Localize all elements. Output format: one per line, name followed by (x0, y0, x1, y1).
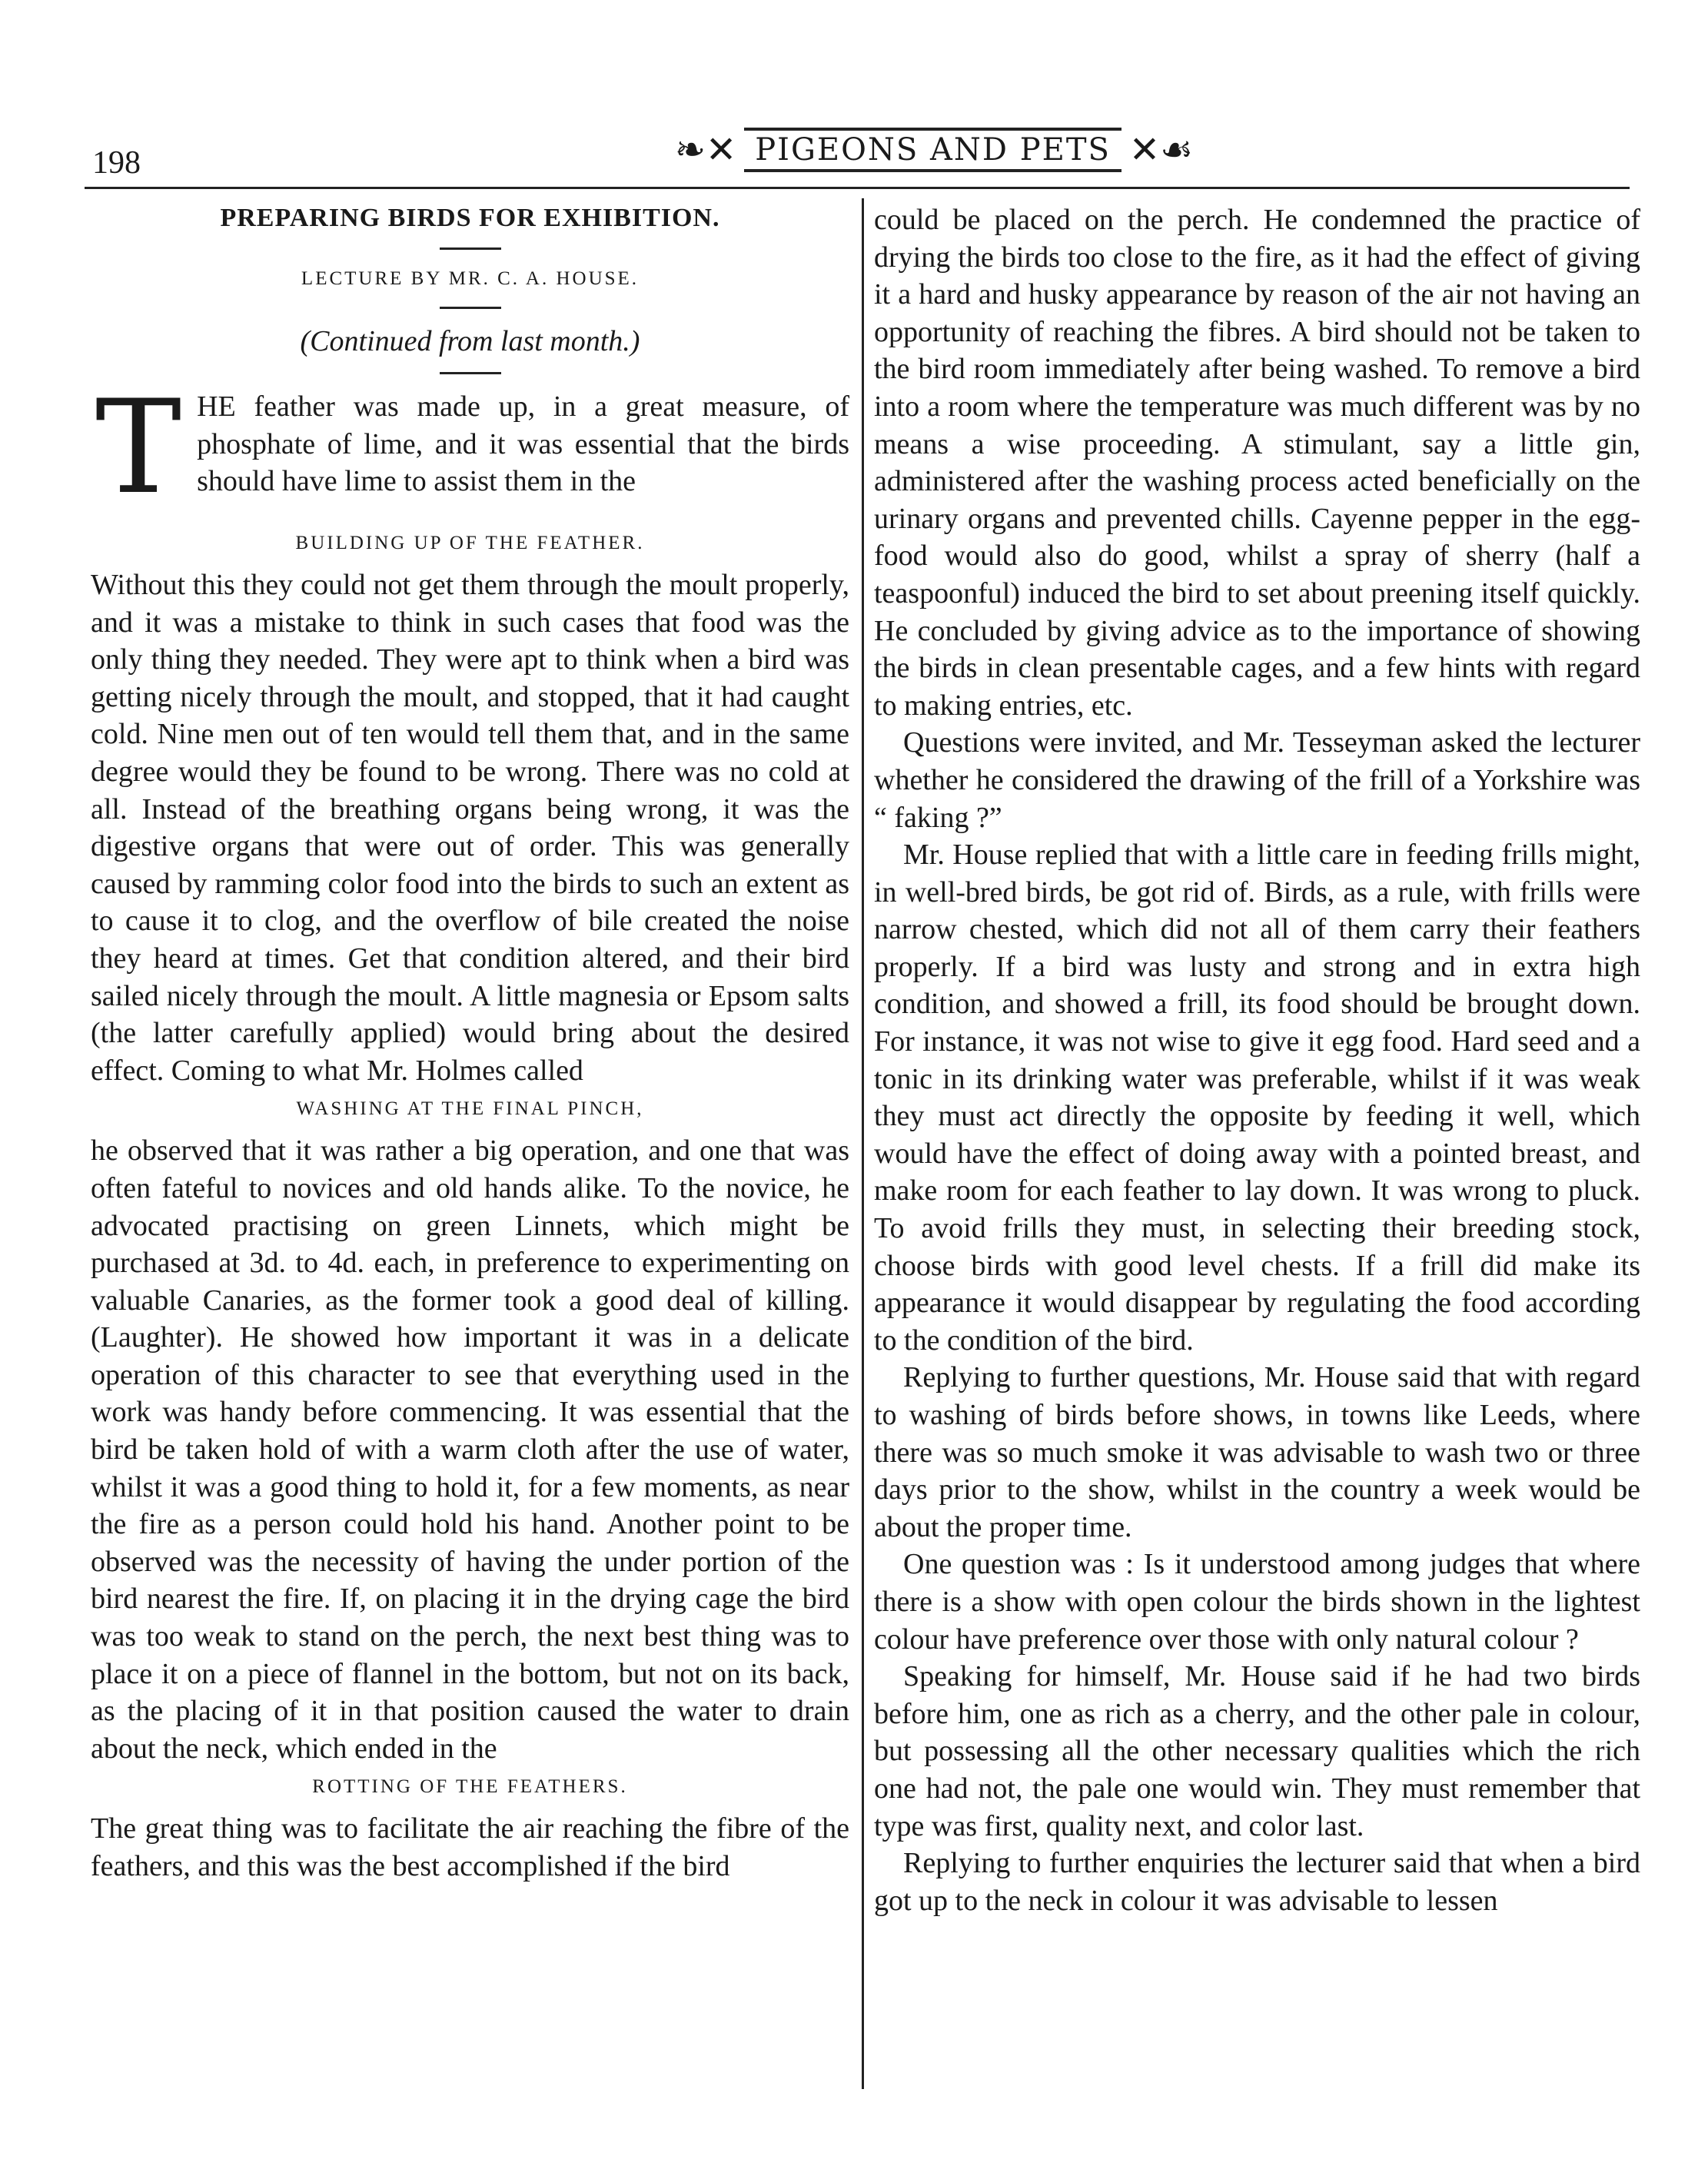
title-rule (440, 247, 501, 250)
subheading-washing: WASHING AT THE FINAL PINCH, (296, 1098, 644, 1120)
column-divider (862, 198, 864, 2089)
paragraph-washing-shows: Replying to further questions, Mr. House said that with regard to washing of birds before shows, in towns like Leeds, where there was so much smoke it was advisable to wash two or three days prior to the show, whilst in the country a week would be about the proper time. (874, 1361, 1640, 1543)
continued-note: (Continued from last month.) (300, 325, 640, 357)
byline-rule (440, 307, 501, 309)
subheading-rotting: ROTTING OF THE FEATHERS. (312, 1776, 628, 1798)
page-number: 198 (92, 145, 141, 181)
drop-cap: T (95, 372, 182, 523)
ornament-right-icon: ✕☙ (1128, 130, 1194, 171)
paragraph-judges-question: One question was : Is it understood among judges that where there is a show with open colour the birds shown in the lightest colour have preference over those with only natural colour ? (874, 1548, 1640, 1656)
opening-paragraph (91, 372, 849, 523)
page-header (85, 115, 1630, 184)
header-rule (85, 187, 1630, 189)
ornament-left-icon: ❧✕ (674, 130, 737, 171)
right-column (874, 201, 1640, 1919)
paragraph-drying-continued: could be placed on the perch. He condemned the practice of drying the birds too close to the fire, as it had the effect of giving it a hard and husky appearance by reason of the air not having an opportunity of reaching the fibres. A bird should not be taken to the bird room immediately after being washed. To remove a bird into a room where the temperature was much different was by no means a wise proceeding. A stimulant, say a little gin, administered after the washing process acted beneficially on the urinary organs and prevented chills. Cayenne pepper in the egg-food would also do good, whilst a spray of sherry (half a teaspoonful) induced the bird to set about preening itself quickly. He concluded by giving advice as to the importance of showing the birds in clean presentable cages, and a few hints with regard to making entries, etc. (874, 204, 1640, 722)
paragraph-type-quality: Speaking for himself, Mr. House said if he had two birds before him, one as rich as a cherry, and the other pale in colour, but possessing all the other necessary qualities which the rich one had not, the pale one would win. They must remember that type was first, quality next, and color last. (874, 1660, 1640, 1842)
masthead-title: PIGEONS AND PETS (744, 128, 1121, 172)
paragraph-washing: he observed that it was rather a big operation, and one that was often fateful to novices and old hands alike. To the novice, he advocated practising on green Linnets, which might be purchased at 3d. to 4d. each, in preference to experimenting on valuable Canaries, as the former took a good deal of killing. (Laughter). He showed how important it was in a delicate operation of this character to see that everything used in the work was handy before commencing. It was essential that the bird be taken hold of with a warm cloth after the use of water, whilst it was a good thing to hold it, for a few moments, as near the fire as a person could hold his hand. Another point to be observed was the necessity of having the under portion of the bird nearest the fire. If, on placing it in the drying cage the bird was too weak to stand on the perch, the next best thing was to place it on a piece of flannel in the bottom, but not on its back, as the placing of it in that position caused the water to drain about the neck, which ended in the (91, 1134, 849, 1765)
subheading-building-feather: BUILDING UP OF THE FEATHER. (295, 533, 645, 553)
paragraph-text: HE feather was made up, in a great measure, of phosphate of lime, and it was essential that the birds should have lime to assist them in the (197, 390, 849, 498)
left-column (91, 201, 849, 1885)
article-title: PREPARING BIRDS FOR EXHIBITION. (220, 204, 720, 232)
paragraph-frills: Mr. House replied that with a little care in feeding frills might, in well-bred birds, be got rid of. Birds, as a rule, with frills were narrow chested, which did not all of them carry their feathers properly. If a bird was lusty and strong and in extra high condition, and showed a frill, its food should be brought down. For instance, it was not wise to give it egg food. Hard seed and a tonic in its drinking water was preferable, whilst if it was weak they must act directly the opposite by feeding it well, which would have the effect of doing away with a pointed breast, and make room for each feather to lay down. It was wrong to pluck. To avoid frills they must, in selecting their breeding stock, choose birds with good level chests. If a frill did make its appearance it would disappear by regulating the food according to the condition of the bird. (874, 839, 1640, 1357)
paragraph-drying: The great thing was to facilitate the air reaching the fibre of the feathers, and this was the best accomplished if the bird (91, 1812, 849, 1882)
paragraph-moult: Without this they could not get them through the moult properly, and it was a mistake to think in such cases that food was the only thing they needed. They were apt to think when a bird was getting nicely through the moult, and stopped, that it had caught cold. Nine men out of ten would tell them that, and in the same degree would they be found to be wrong. There was no cold at all. Instead of the breathing organs being wrong, it was the digestive organs that were out of order. This was generally caused by ramming color food into the birds to such an extent as to cause it to clog, and the overflow of bile created the noise they heard at times. Get that condition altered, and their bird sailed nicely through the moult. A little magnesia or Epsom salts (the latter carefully applied) would bring about the desired effect. Coming to what Mr. Holmes called (91, 569, 849, 1087)
continued-rule (440, 372, 501, 374)
paragraph-questions: Questions were invited, and Mr. Tesseyman asked the lecturer whether he considered the drawing of the frill of a Yorkshire was “ faking ?” (874, 726, 1640, 834)
article-byline: LECTURE BY MR. C. A. HOUSE. (301, 268, 640, 289)
masthead (650, 115, 1218, 184)
paragraph-further-enquiries: Replying to further enquiries the lecturer said that when a bird got up to the neck in colour it was advisable to lessen (874, 1847, 1640, 1917)
